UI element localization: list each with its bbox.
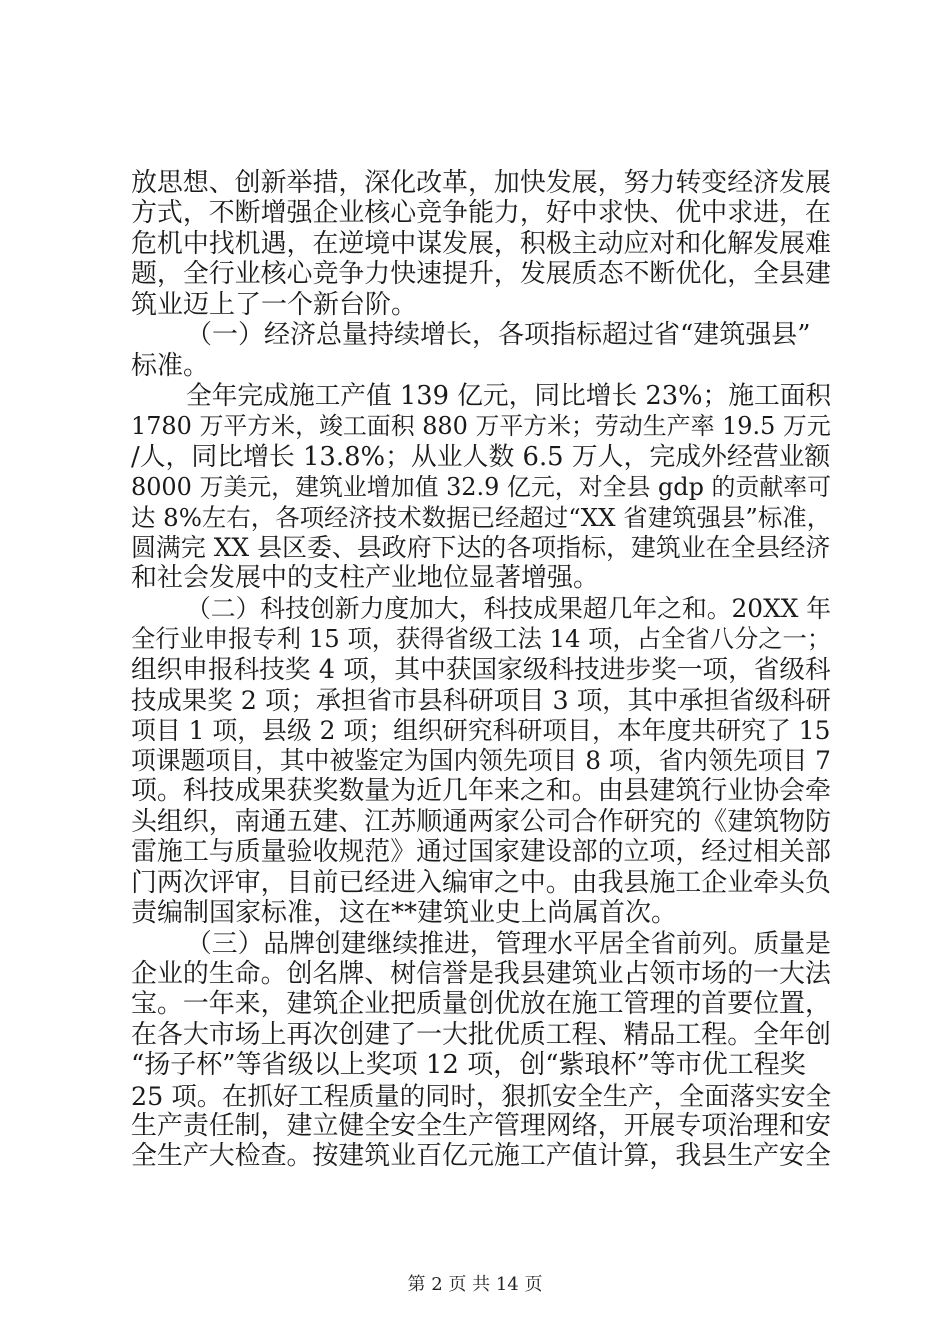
text-line: 方式，不断增强企业核心竞争能力，好中求快、优中求进，在 (131, 198, 831, 229)
text-line: 项。科技成果获奖数量为近几年来之和。由县建筑行业协会牵 (131, 776, 831, 807)
text-line: 项课题项目，其中被鉴定为国内领先项目 8 项，省内领先项目 7 (131, 745, 831, 775)
text-line: 放思想、创新举措，深化改革，加快发展，努力转变经济发展 (131, 168, 831, 198)
text-line: 1780 万平方米，竣工面积 880 万平方米；劳动生产率 19.5 万元 (131, 412, 831, 441)
text-line: 组织申报科技奖 4 项，其中获国家级科技进步奖一项，省级科 (131, 654, 831, 685)
text-line: 项目 1 项，县级 2 项；组织研究科研项目，本年度共研究了 15 (131, 715, 831, 745)
text-line: 技成果奖 2 项；承担省市县科研项目 3 项，其中承担省级科研 (131, 685, 831, 716)
text-line: 全生产大检查。按建筑业百亿元施工产值计算，我县生产安全 (131, 1141, 831, 1172)
text-line: 雷施工与质量验收规范》通过国家建设部的立项，经过相关部 (131, 837, 831, 868)
text-line: 和社会发展中的支柱产业地位显著增强。 (131, 563, 600, 594)
text-line: （二）科技创新力度加大，科技成果超几年之和。20XX 年 (186, 593, 832, 623)
text-line: （三）品牌创建继续推进，管理水平居全省前列。质量是 (186, 928, 831, 959)
text-line: 生产责任制，建立健全安全生产管理网络，开展专项治理和安 (131, 1111, 831, 1142)
text-line: /人，同比增长 13.8%；从业人数 6.5 万人，完成外经营业额 (131, 441, 831, 472)
text-line: 头组织，南通五建、江苏顺通两家公司合作研究的《建筑物防 (131, 806, 831, 837)
text-line: 25 项。在抓好工程质量的同时，狠抓安全生产，全面落实安全 (131, 1080, 832, 1111)
text-line: 题，全行业核心竞争力快速提升，发展质态不断优化，全县建 (131, 259, 831, 290)
text-line: 在各大市场上再次创建了一大批优质工程、精品工程。全年创 (131, 1019, 831, 1050)
page-footer: 第 2 页 共 14 页 (407, 1274, 543, 1295)
text-line: 责编制国家标准，这在**建筑业史上尚属首次。 (131, 898, 678, 929)
text-line: 全年完成施工产值 139 亿元，同比增长 23%；施工面积 (186, 380, 832, 411)
text-line: “扬子杯”等省级以上奖项 12 项，创“紫琅杯”等市优工程奖 (131, 1050, 806, 1081)
text-line: （一）经济总量持续增长，各项指标超过省“建筑强县” (186, 320, 811, 351)
text-line: 门两次评审，目前已经进入编审之中。由我县施工企业牵头负 (131, 867, 831, 898)
text-line: 达 8%左右，各项经济技术数据已经超过“XX 省建筑强县”标准， (131, 502, 832, 532)
text-line: 全行业申报专利 15 项，获得省级工法 14 项，占全省八分之一； (131, 624, 832, 654)
text-line: 8000 万美元，建筑业增加值 32.9 亿元，对全县 gdp 的贡献率可 (131, 473, 832, 502)
text-line: 圆满完 XX 县区委、县政府下达的各项指标，建筑业在全县经济 (131, 533, 831, 563)
text-line: 宝。一年来，建筑企业把质量创优放在施工管理的首要位置， (131, 989, 831, 1020)
text-line: 企业的生命。创名牌、树信誉是我县建筑业占领市场的一大法 (131, 958, 831, 989)
text-line: 危机中找机遇，在逆境中谋发展，积极主动应对和化解发展难 (131, 228, 831, 259)
text-line: 标准。 (131, 350, 210, 381)
text-line: 筑业迈上了一个新台阶。 (131, 289, 418, 320)
